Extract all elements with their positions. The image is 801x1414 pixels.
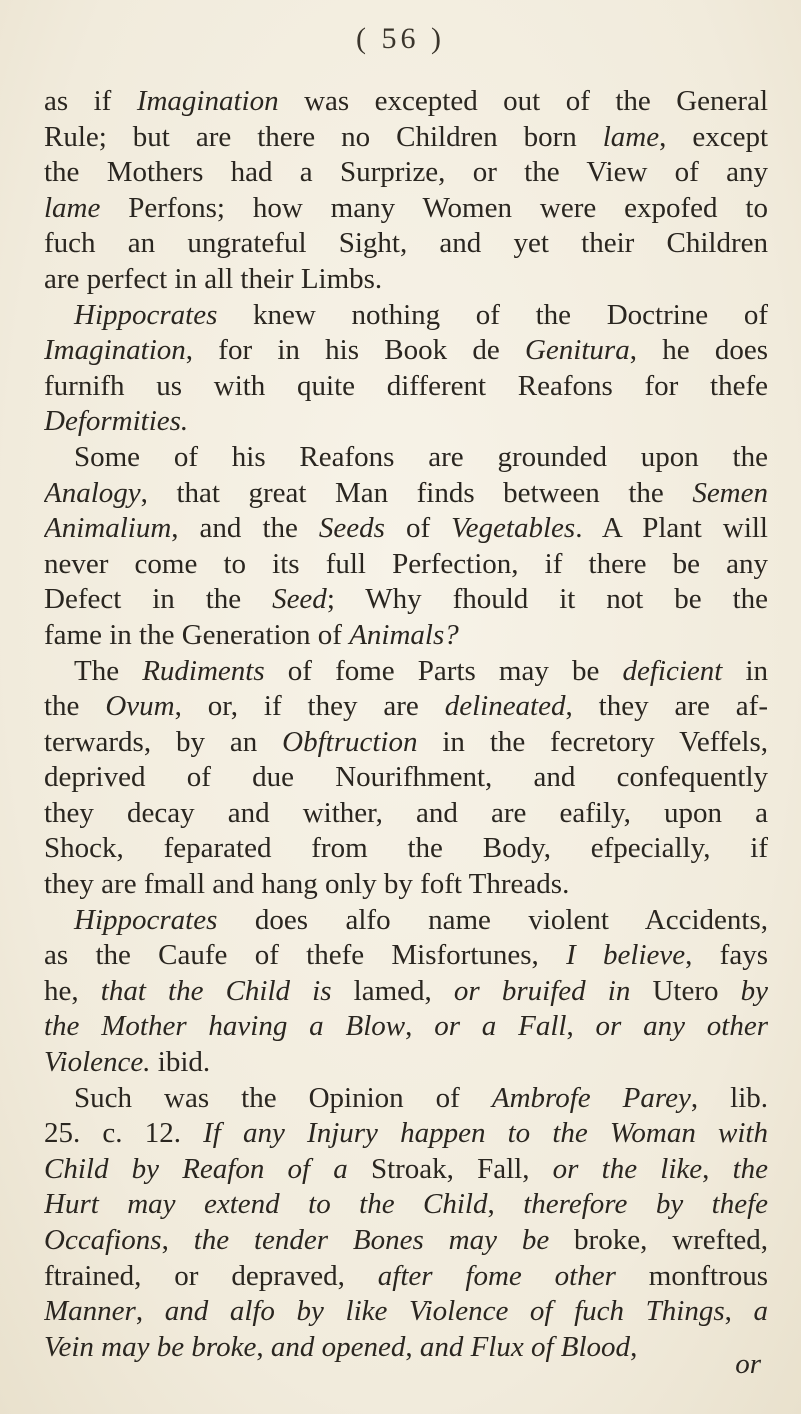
- italic-text: by: [740, 974, 768, 1007]
- italic-text: the: [732, 1152, 768, 1185]
- text-line: [44, 1152, 768, 1188]
- text-line: [44, 440, 768, 476]
- italic-text: Analogy: [44, 476, 141, 509]
- text-line: [44, 1223, 768, 1259]
- text-line: [44, 404, 768, 440]
- text-run: The: [74, 654, 143, 687]
- text-line: [44, 120, 768, 156]
- italic-text: and alfo by like Violence of fuch Things: [164, 1295, 725, 1328]
- italic-text: Hurt may extend to the Child: [44, 1188, 488, 1221]
- text-line: [44, 191, 768, 227]
- italic-text: Imagination: [44, 334, 186, 367]
- text-run: he,: [44, 974, 101, 1007]
- text-run: fame in the Generation of: [44, 618, 350, 651]
- text-line: [44, 1259, 768, 1295]
- text-line: [44, 867, 768, 903]
- text-run: deprived of due Nourifhment, and confequently: [44, 761, 768, 794]
- italic-text: the Mother having a Blow: [44, 1010, 406, 1043]
- italic-text: delineated: [444, 690, 566, 723]
- text-run: ,: [566, 1010, 596, 1043]
- italic-text: or a Fall: [434, 1010, 567, 1043]
- text-line: [44, 155, 768, 191]
- text-line: [44, 796, 768, 832]
- catchword: or: [735, 1348, 761, 1380]
- text-line: [44, 1187, 768, 1223]
- italic-text: Seed: [272, 583, 327, 616]
- text-run: of fome Parts may be: [264, 654, 623, 687]
- text-run: , he does: [629, 334, 768, 367]
- italic-text: lame: [44, 191, 101, 224]
- text-run: , except: [659, 120, 768, 153]
- text-line: [44, 582, 768, 618]
- italic-text: Hippocrates: [74, 298, 218, 331]
- italic-text: Animals?: [349, 618, 459, 651]
- text-run: Utero: [630, 974, 741, 1007]
- italic-text: Hippocrates: [74, 903, 218, 936]
- italic-text: If any Injury happen to the Woman with: [203, 1117, 768, 1150]
- text-line: [44, 1045, 768, 1081]
- text-line: [44, 974, 768, 1010]
- italic-text: Occafions: [44, 1224, 162, 1256]
- italic-text: Seeds: [318, 512, 385, 545]
- text-line: [44, 1330, 768, 1366]
- page-number: ( 56 ): [356, 22, 445, 55]
- text-run: 25. c. 12.: [44, 1117, 204, 1150]
- text-run: ftrained, or depraved,: [44, 1259, 378, 1292]
- italic-text: Child by Reafon of a: [44, 1152, 348, 1185]
- italic-text: Rudiments: [142, 654, 265, 687]
- text-run: they decay and wither, and are eafily, upon a: [44, 796, 768, 829]
- text-run: ,: [405, 1010, 435, 1043]
- text-run: ,: [702, 1152, 733, 1185]
- italic-text: Animalium: [44, 512, 172, 545]
- text-run: lamed,: [331, 974, 454, 1007]
- text-run: knew nothing of the Doctrine of: [217, 298, 768, 331]
- italic-text: Vein may be broke: [44, 1330, 257, 1363]
- text-line: [44, 1081, 768, 1117]
- text-run: does alfo name violent Accidents,: [217, 903, 768, 936]
- italic-text: Deformities.: [44, 405, 189, 438]
- text-line: [44, 369, 768, 405]
- text-line: [44, 689, 768, 725]
- text-line: [44, 654, 768, 690]
- text-run: Perfons; how many Women were expofed to: [100, 191, 768, 224]
- text-run: , or, if they are: [174, 690, 445, 723]
- text-run: they are fmall and hang only by foft Threads.: [44, 868, 570, 901]
- text-line: [44, 476, 768, 512]
- text-line: [44, 511, 768, 547]
- text-run: ,: [256, 1330, 271, 1363]
- italic-text: Ambrofe Parey: [491, 1081, 691, 1114]
- italic-text: or the like: [552, 1152, 703, 1185]
- text-run: the Mothers had a Surprize, or the View of any: [44, 156, 768, 189]
- italic-text: and opened: [270, 1330, 406, 1363]
- italic-text: or bruifed in: [453, 974, 631, 1007]
- italic-text: a: [753, 1295, 768, 1328]
- text-line: [44, 938, 768, 974]
- text-run: . A Plant will: [575, 512, 768, 545]
- text-run: ,: [724, 1295, 754, 1328]
- text-run: never come to its full Perfection, if there be any: [44, 547, 768, 580]
- text-run: of: [384, 512, 452, 545]
- text-run: are perfect in all their Limbs.: [44, 262, 383, 295]
- text-line: [44, 618, 768, 654]
- text-line: [44, 831, 768, 867]
- text-run: in the fecretory Veffels,: [417, 725, 768, 758]
- text-run: Shock, feparated from the Body, efpecially, if: [44, 832, 768, 865]
- text-line: [44, 333, 768, 369]
- text-run: furnifh us with quite different Reafons for thefe: [44, 369, 768, 402]
- text-line: [44, 298, 768, 334]
- italic-text: Vegetables: [451, 512, 576, 545]
- italic-text: deficient: [622, 654, 723, 687]
- text-run: ,: [135, 1295, 165, 1328]
- text-run: Such was the Opinion of: [74, 1081, 492, 1114]
- text-line: [44, 226, 768, 262]
- italic-text: Obftruction: [282, 725, 418, 758]
- body-text: [44, 84, 768, 1365]
- text-run: Rule; but are there no Children born: [44, 120, 603, 153]
- text-run: fuch an ungrateful Sight, and yet their Children: [44, 227, 768, 260]
- italic-text: Ovum: [105, 690, 175, 723]
- text-line: [44, 1009, 768, 1045]
- italic-text: or any other: [595, 1010, 768, 1043]
- italic-text: the tender Bones may be: [193, 1224, 550, 1256]
- italic-text: Semen: [692, 476, 768, 509]
- text-run: , lib.: [690, 1081, 768, 1114]
- text-run: Defect in the: [44, 583, 273, 616]
- text-run: ,: [487, 1188, 524, 1221]
- text-line: [44, 84, 768, 120]
- text-run: Stroak, Fall,: [347, 1152, 553, 1185]
- text-run: terwards, by an: [44, 725, 283, 758]
- text-run: ,: [405, 1330, 420, 1363]
- text-run: , that great Man finds between the: [140, 476, 693, 509]
- text-run: broke, wrefted,: [549, 1224, 768, 1256]
- italic-text: Violence.: [44, 1046, 151, 1079]
- italic-text: and Flux of Blood: [419, 1330, 631, 1363]
- text-run: ; Why fhould it not be the: [326, 583, 768, 616]
- italic-text: Manner: [44, 1295, 136, 1328]
- italic-text: Genitura: [524, 334, 630, 367]
- text-run: the: [44, 690, 106, 723]
- text-run: as if: [44, 85, 137, 117]
- text-run: Some of his Reafons are grounded upon the: [74, 440, 768, 473]
- text-line: [44, 725, 768, 761]
- text-line: [44, 262, 768, 298]
- italic-text: lame: [602, 120, 660, 153]
- italic-text: after fome other: [377, 1259, 616, 1292]
- text-run: ibid.: [150, 1046, 211, 1079]
- text-line: [44, 547, 768, 583]
- text-run: ,: [161, 1224, 194, 1256]
- text-run: as the Caufe of thefe Misfortunes,: [44, 939, 567, 972]
- text-run: monftrous: [615, 1259, 768, 1292]
- italic-text: I believe: [566, 939, 686, 972]
- text-line: [44, 760, 768, 796]
- text-line: [44, 1116, 768, 1152]
- text-run: , and the: [171, 512, 319, 545]
- text-run: , they are af-: [565, 690, 768, 723]
- text-run: , fays: [685, 939, 768, 972]
- text-line: [44, 1294, 768, 1330]
- text-line: [44, 903, 768, 939]
- italic-text: therefore by thefe: [523, 1188, 768, 1221]
- text-run: in: [722, 654, 768, 687]
- text-run: was excepted out of the General: [278, 85, 768, 117]
- italic-text: that the Child is: [100, 974, 332, 1007]
- text-run: ,: [630, 1330, 638, 1363]
- italic-text: Imagination: [136, 85, 279, 117]
- text-run: , for in his Book de: [185, 334, 525, 367]
